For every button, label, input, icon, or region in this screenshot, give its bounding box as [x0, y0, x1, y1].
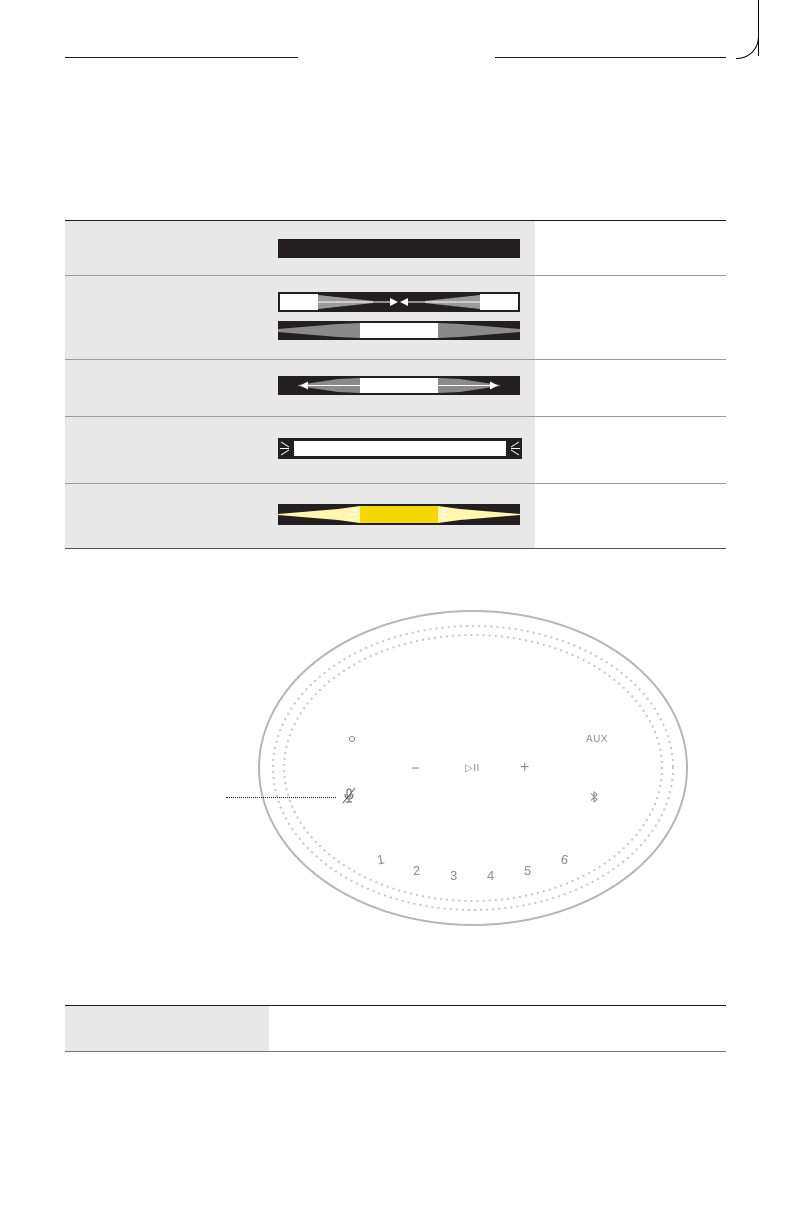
- table-bottom-rule: [65, 548, 726, 549]
- row-divider: [65, 416, 726, 417]
- bottom-table-bottom-rule: [65, 1051, 726, 1052]
- preset-button-2[interactable]: 2: [412, 862, 421, 879]
- light-bar-full-white: [278, 438, 522, 459]
- preset-button-5[interactable]: 5: [523, 862, 532, 879]
- header-rule-left: [65, 57, 298, 58]
- light-bar-converging: [278, 292, 520, 312]
- bluetooth-icon[interactable]: [590, 790, 599, 804]
- action-icon[interactable]: [348, 735, 356, 743]
- preset-button-1[interactable]: 1: [375, 851, 386, 868]
- row-divider: [65, 483, 726, 484]
- play-pause-button[interactable]: ▷II: [465, 763, 480, 774]
- preset-button-3[interactable]: 3: [450, 868, 458, 883]
- light-bar-center-glow: [278, 321, 520, 340]
- bottom-table-left-shade: [65, 1006, 269, 1051]
- trim-mark-vertical: [758, 0, 759, 56]
- mic-off-icon[interactable]: [342, 787, 356, 805]
- volume-up-button[interactable]: +: [520, 759, 530, 776]
- header-rule-right: [495, 57, 726, 58]
- callout-leader-line: [226, 797, 336, 798]
- preset-button-6[interactable]: 6: [559, 851, 570, 868]
- volume-down-button[interactable]: −: [411, 760, 421, 777]
- aux-button[interactable]: AUX: [586, 734, 609, 745]
- light-bar-expanding: [278, 376, 520, 395]
- light-bar-yellow: [278, 504, 520, 525]
- trim-mark-corner: [736, 36, 759, 59]
- preset-button-4[interactable]: 4: [487, 868, 495, 883]
- row-divider: [65, 359, 726, 360]
- speaker-top-illustration: [256, 606, 696, 930]
- row-divider: [65, 275, 726, 276]
- light-bar-solid: [278, 239, 520, 258]
